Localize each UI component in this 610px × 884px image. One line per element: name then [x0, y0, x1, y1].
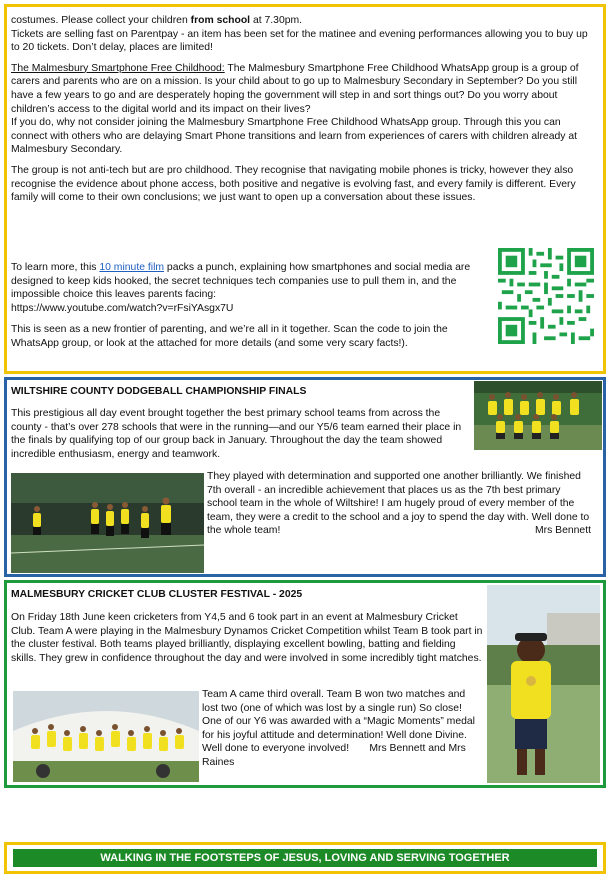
from-school-bold: from school: [190, 15, 251, 26]
cricket-medal-photo: [487, 585, 600, 783]
tickets-text: Tickets are selling fast on Parentpay - an item has been set for the matinee and evening performances allowing you to buy up to 20 tickets. Don’t delay, places are limited!: [11, 28, 588, 54]
cricket-title: MALMESBURY CRICKET CLUB CLUSTER FESTIVAL - 2025: [11, 589, 303, 600]
cricket-signature: Mrs Bennett and Mrs Raines: [202, 743, 466, 768]
learn-post: packs a punch, explaining how smartphones and social media are designed to keep kids hooked, the secret techniques tech companies use to pull them in, and the impossible choice this leaves parents facing:: [11, 262, 471, 301]
cricket-intro: [11, 611, 483, 665]
closing-paragraph: This is seen as a new frontier of parenting, and we’re all in it together. Scan the code to join the WhatsApp group, or look at the attached for more details (and some very scary facts!).: [11, 324, 448, 349]
learn-pre: To learn more, this: [11, 262, 100, 273]
smartphone-title: The Malmesbury Smartphone Free Childhood:: [11, 62, 225, 74]
dodgeball-title: WILTSHIRE COUNTY DODGEBALL CHAMPIONSHIP FINALS: [11, 386, 307, 397]
film-link[interactable]: 10 minute film: [99, 262, 165, 273]
smartphone-pro-childhood-text: The group is not anti-tech but are pro childhood. They recognise that navigating mobile phones is tricky, however they also recognise the evidence about phone access, both positive and negative is evolving fast, and every family is different. Every family will come to their own conclusions; we just want to open up a conversation about these issues.: [11, 164, 576, 204]
school-motto: WALKING IN THE FOOTSTEPS OF JESUS, LOVING AND SERVING TOGETHER: [13, 849, 597, 867]
cricket-result-text: [202, 688, 484, 770]
smartphone-intro: The Malmesbury Smartphone Free Childhood WhatsApp group is a group of carers and parents who are on a mission. Is your child about to go up to Malmesbury Secondary in September? Do you still have a few years to go and are desperately hoping the government will step in and sort things out? Do you worry about children’s access to the digital world and its impact on their lives?: [11, 62, 579, 115]
dodgeball-paragraph-1: This prestigious all day event brought together the best primary school teams from across the county - that’s over 278 schools that were in the running—and our Y5/6 team earned their place in the finals by qualifying top of our group back in January. Throughout the day the team showed incredible enthusiasm, energy and teamwork.: [11, 408, 462, 460]
closing-text: [11, 323, 491, 350]
dodgeball-result-text: [207, 470, 591, 538]
collect-text: costumes. Please collect your children: [11, 15, 191, 26]
show-tickets-text: [11, 14, 599, 205]
dodgeball-signature: Mrs Bennett: [534, 525, 591, 537]
cricket-paragraph-1: On Friday 18th June keen cricketers from Y4,5 and 6 took part in an event at Malmesbury Cricket Club. Team A were playing in the Malmesbury Dynamos Cricket Competition whilst Team B took part in the cluster festival. Both teams played brilliantly, displaying excellent bowling, batting and fielding skills. They grew in confidence throughout the day and were involved in some incredibly tight matches.: [11, 612, 483, 664]
film-text: [11, 261, 491, 315]
cricket-paragraph-2: Team A came third overall. Team B won two matches and lost two (one of which was lost by a single run) So close! One of our Y6 was awarded with a “Magic Moments” medal for his joyful attitude and determination! Well done Divine. Well done to everyone involved!: [202, 689, 475, 755]
dodgeball-intro: [11, 407, 471, 461]
dodgeball-paragraph-2: They played with determination and supported one another brilliantly. We finished 7th overall - an incredible achievement that places us as the 7th best primary school team in the whole of Wiltshire! I am hugely proud of every member of the team, they were a credit to the school and a joy to spend the day with. Well done to the whole team!: [207, 471, 590, 537]
whatsapp-qr-code[interactable]: [498, 248, 594, 344]
smartphone-join-text: If you do, why not consider joining the Malmesbury Smartphone Free Childhood WhatsApp group. Through this you can connect with others who are delaying Smart Phone transitions and learn from experiences of carers with children already at Malmesbury Secondary.: [11, 117, 578, 156]
footer-motto-box: [4, 842, 606, 874]
cricket-team-photo: [13, 691, 199, 782]
dodgeball-action-photo: [11, 473, 204, 573]
dodgeball-team-photo: [474, 381, 602, 450]
film-url[interactable]: https://www.youtube.com/watch?v=rFsiYAsgx7U: [11, 302, 234, 314]
collect-time-text: at 7.30pm.: [250, 15, 303, 26]
